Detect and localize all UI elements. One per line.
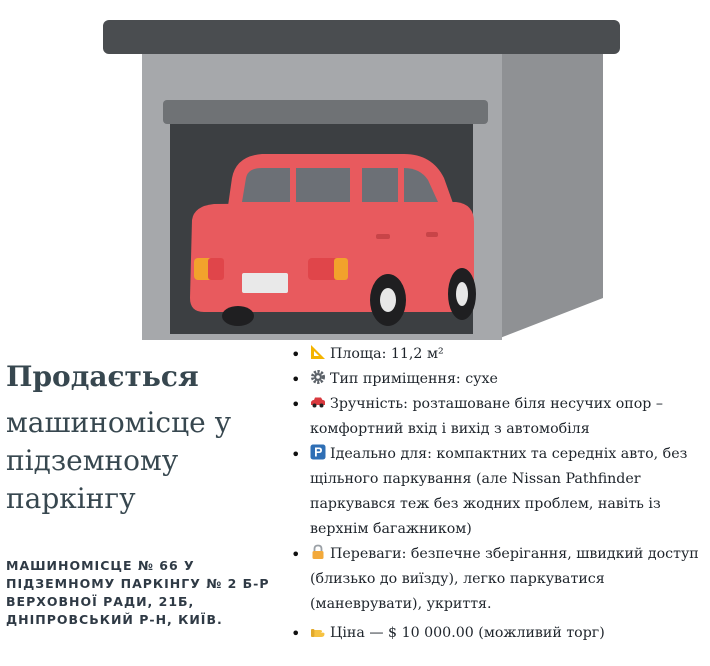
car bbox=[190, 154, 476, 326]
pointing-hand-icon bbox=[310, 623, 326, 639]
address: МАШИНОМІСЦЕ № 66 У ПІДЗЕМНОМУ ПАРКІНГУ № 2 Б-Р ВЕРХОВНОЇ РАДИ, 21Б, ДНІПРОВСЬКИЙ Р-Н, КИЇВ. bbox=[6, 558, 270, 627]
list-item bbox=[288, 392, 708, 442]
list-item bbox=[288, 367, 708, 392]
list-item bbox=[288, 342, 708, 367]
car-door-handle bbox=[426, 232, 438, 237]
car-icon bbox=[310, 394, 326, 410]
page-subtitle: машиномісце у підземному паркінгу bbox=[6, 406, 232, 515]
license-plate bbox=[242, 273, 288, 293]
parking-icon bbox=[310, 444, 326, 460]
car-light-left-inner bbox=[208, 258, 224, 280]
feature-text: Ідеально для: компактних та середніх авто, без щільного паркування (але Nissan Pathfinder паркувався теж без жодних проблем, навіть із верхнім багажником) bbox=[310, 446, 688, 537]
car-window-rear bbox=[362, 168, 398, 202]
feature-text: Тип приміщення: сухе bbox=[330, 371, 498, 387]
list-item bbox=[288, 542, 708, 617]
car-body bbox=[190, 202, 474, 312]
gear-icon bbox=[310, 369, 326, 385]
garage-door bbox=[163, 100, 488, 124]
triangular-ruler-icon bbox=[310, 344, 326, 360]
car-wheel bbox=[222, 306, 254, 326]
car-wheel bbox=[448, 268, 476, 320]
garage-roof bbox=[103, 20, 620, 54]
feature-list bbox=[288, 342, 708, 646]
feature-text: Ціна — $ 10 000.00 (можливий торг) bbox=[330, 625, 605, 641]
page-title: Продається bbox=[6, 360, 199, 393]
feature-text: Зручність: розташоване біля несучих опор – комфортний вхід і вихід з автомобіля bbox=[310, 396, 663, 437]
car-door-handle bbox=[376, 234, 390, 239]
car-wheel bbox=[370, 274, 406, 326]
car-window-left bbox=[242, 168, 290, 202]
list-item bbox=[288, 621, 708, 646]
lock-icon bbox=[310, 544, 326, 560]
garage-side-wall bbox=[500, 52, 603, 338]
car-light-right-inner bbox=[334, 258, 348, 280]
list-item bbox=[288, 442, 708, 542]
feature-text: Площа: 11,2 м² bbox=[330, 346, 444, 362]
feature-text: Переваги: безпечне зберігання, швидкий доступ (близько до виїзду), легко паркуватися (маневрувати), укриття. bbox=[310, 546, 699, 612]
car-window-mid bbox=[296, 168, 350, 202]
